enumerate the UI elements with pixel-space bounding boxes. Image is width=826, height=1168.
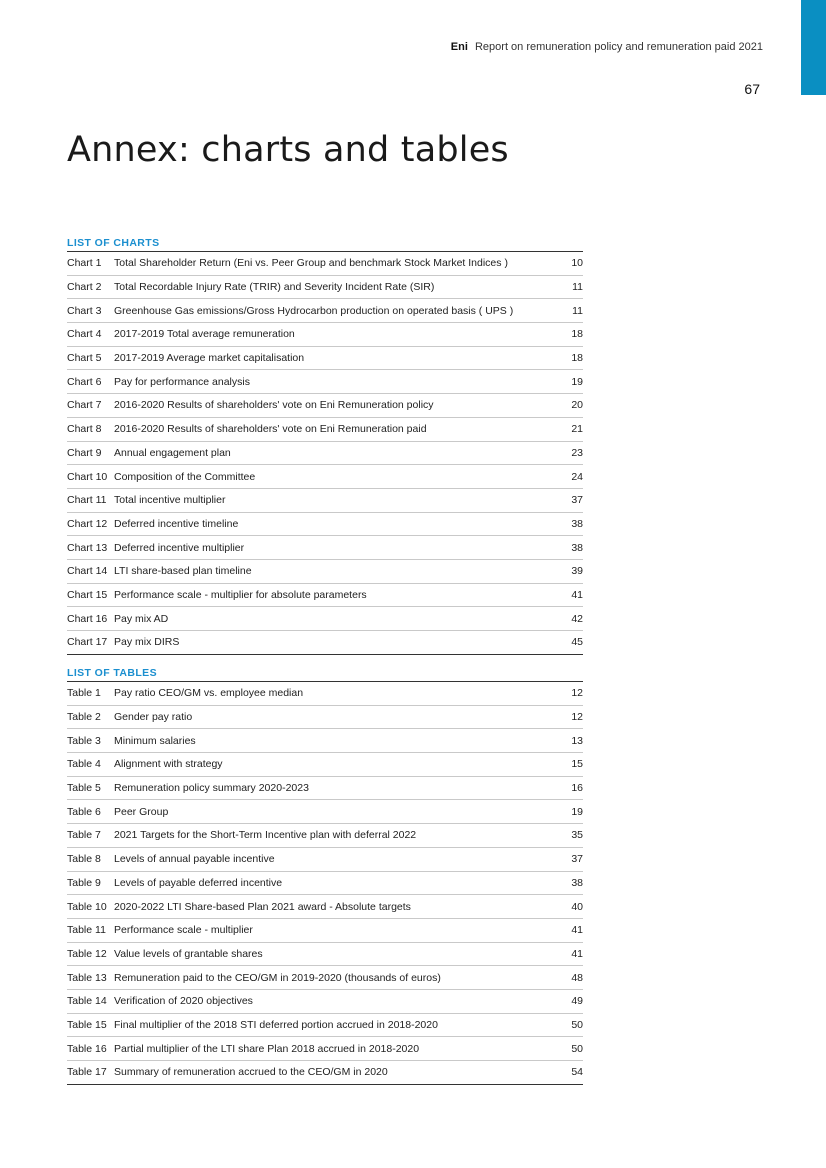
entry-title: Pay ratio CEO/GM vs. employee median	[114, 687, 304, 700]
entry-page-number: 42	[571, 612, 583, 625]
entry-page-number: 23	[571, 446, 583, 459]
entry-number: Chart 13	[67, 541, 108, 554]
entry-page-number: 13	[571, 734, 583, 747]
entry-title: Verification of 2020 objectives	[114, 995, 253, 1008]
entry-number: Chart 2	[67, 281, 102, 294]
entry-title: Annual engagement plan	[114, 446, 231, 459]
table-list-row[interactable]	[67, 872, 583, 896]
chart-list-row[interactable]	[67, 347, 583, 371]
table-list-row[interactable]	[67, 943, 583, 967]
entry-number: Table 10	[67, 900, 107, 913]
chart-list-row[interactable]	[67, 370, 583, 394]
list-of-tables	[67, 666, 583, 1085]
entry-title: 2016-2020 Results of shareholders' vote on Eni Remuneration policy	[114, 399, 434, 412]
entry-page-number: 39	[571, 565, 583, 578]
entry-title: 2017-2019 Total average remuneration	[114, 328, 295, 341]
chart-list-row[interactable]	[67, 513, 583, 537]
entry-number: Chart 14	[67, 565, 108, 578]
entry-title: Partial multiplier of the LTI share Plan 2018 accrued in 2018-2020	[114, 1042, 420, 1055]
entry-title: Deferred incentive timeline	[114, 517, 239, 530]
entry-page-number: 19	[571, 805, 583, 818]
entry-page-number: 11	[572, 304, 583, 317]
entry-title: Final multiplier of the 2018 STI deferred portion accrued in 2018-2020	[114, 1018, 438, 1031]
entry-page-number: 18	[571, 328, 583, 341]
entry-title: 2020-2022 LTI Share-based Plan 2021 award - Absolute targets	[114, 900, 411, 913]
entry-page-number: 41	[571, 947, 583, 960]
entry-title: Total incentive multiplier	[114, 494, 226, 507]
entry-number: Table 13	[67, 971, 107, 984]
entry-title: Pay mix AD	[114, 612, 169, 625]
entry-number: Chart 3	[67, 304, 102, 317]
entry-number: Chart 5	[67, 352, 102, 365]
entry-page-number: 18	[571, 352, 583, 365]
chart-list-row[interactable]	[67, 418, 583, 442]
entry-number: Chart 6	[67, 375, 102, 388]
entry-page-number: 54	[571, 1066, 583, 1079]
entry-title: Total Recordable Injury Rate (TRIR) and Severity Incident Rate (SIR)	[114, 281, 435, 294]
entry-page-number: 38	[571, 517, 583, 530]
table-list-row[interactable]	[67, 1061, 583, 1084]
entry-number: Chart 7	[67, 399, 102, 412]
entry-page-number: 21	[571, 423, 583, 436]
entry-page-number: 20	[571, 399, 583, 412]
entry-number: Table 6	[67, 805, 101, 818]
entry-number: Table 4	[67, 758, 101, 771]
entry-title: LTI share-based plan timeline	[114, 565, 252, 578]
table-list-row[interactable]	[67, 682, 583, 706]
entry-page-number: 41	[571, 588, 583, 601]
entry-title: Levels of annual payable incentive	[114, 853, 275, 866]
report-title: Report on remuneration policy and remuneration paid 2021	[474, 41, 763, 53]
entry-title: 2021 Targets for the Short-Term Incentive plan with deferral 2022	[114, 829, 417, 842]
entry-number: Table 3	[67, 734, 101, 747]
entry-page-number: 37	[571, 853, 583, 866]
entry-page-number: 19	[571, 375, 583, 388]
accent-tab	[801, 0, 826, 95]
entry-title: Performance scale - multiplier	[114, 924, 253, 937]
table-list-row[interactable]	[67, 966, 583, 990]
entry-title: 2017-2019 Average market capitalisation	[114, 352, 305, 365]
entry-page-number: 15	[571, 758, 583, 771]
table-list-row[interactable]	[67, 753, 583, 777]
entry-page-number: 40	[571, 900, 583, 913]
entry-page-number: 11	[572, 281, 583, 294]
chart-list-row[interactable]	[67, 489, 583, 513]
list-of-tables-heading: LIST OF TABLES	[67, 666, 583, 682]
entry-title: Composition of the Committee	[114, 470, 256, 483]
chart-list-row[interactable]	[67, 442, 583, 466]
entry-page-number: 37	[571, 494, 583, 507]
entry-page-number: 38	[571, 541, 583, 554]
chart-list-row[interactable]	[67, 607, 583, 631]
running-header	[451, 41, 763, 53]
entry-title: Value levels of grantable shares	[114, 947, 263, 960]
page-title: Annex: charts and tables	[67, 130, 509, 170]
entry-page-number: 49	[571, 995, 583, 1008]
table-list-row[interactable]	[67, 990, 583, 1014]
entry-number: Table 5	[67, 782, 101, 795]
entry-number: Chart 1	[67, 257, 102, 270]
list-of-charts	[67, 236, 583, 655]
entry-number: Chart 9	[67, 446, 102, 459]
chart-list-row[interactable]	[67, 323, 583, 347]
entry-title: Total Shareholder Return (Eni vs. Peer Group and benchmark Stock Market Indices )	[114, 257, 508, 270]
entry-number: Chart 8	[67, 423, 102, 436]
entry-title: Performance scale - multiplier for absolute parameters	[114, 588, 367, 601]
entry-number: Table 17	[67, 1066, 107, 1079]
entry-title: Remuneration policy summary 2020-2023	[114, 782, 309, 795]
table-list-row[interactable]	[67, 706, 583, 730]
entry-page-number: 38	[571, 876, 583, 889]
list-of-charts-heading: LIST OF CHARTS	[67, 236, 583, 252]
entry-title: Peer Group	[114, 805, 169, 818]
entry-page-number: 45	[571, 636, 583, 649]
entry-title: Remuneration paid to the CEO/GM in 2019-2020 (thousands of euros)	[114, 971, 441, 984]
entry-page-number: 12	[571, 711, 583, 724]
entry-page-number: 10	[571, 257, 583, 270]
entry-title: Levels of payable deferred incentive	[114, 876, 283, 889]
entry-number: Table 16	[67, 1042, 107, 1055]
table-list-row[interactable]	[67, 800, 583, 824]
chart-list-row[interactable]	[67, 560, 583, 584]
chart-list-row[interactable]	[67, 299, 583, 323]
chart-list-row[interactable]	[67, 394, 583, 418]
entry-number: Table 7	[67, 829, 101, 842]
entry-page-number: 16	[571, 782, 583, 795]
table-list-row[interactable]	[67, 729, 583, 753]
table-list-row[interactable]	[67, 1014, 583, 1038]
chart-list-row[interactable]	[67, 465, 583, 489]
entry-title: Deferred incentive multiplier	[114, 541, 245, 554]
entry-number: Chart 4	[67, 328, 102, 341]
entry-number: Chart 10	[67, 470, 108, 483]
entry-number: Table 9	[67, 876, 101, 889]
entry-number: Chart 15	[67, 588, 108, 601]
table-list-row[interactable]	[67, 1037, 583, 1061]
entry-number: Table 2	[67, 711, 101, 724]
entry-page-number: 35	[571, 829, 583, 842]
entry-page-number: 12	[571, 687, 583, 700]
chart-list-row[interactable]	[67, 584, 583, 608]
entry-page-number: 48	[571, 971, 583, 984]
table-list-row[interactable]	[67, 824, 583, 848]
entry-number: Chart 16	[67, 612, 108, 625]
entry-title: 2016-2020 Results of shareholders' vote on Eni Remuneration paid	[114, 423, 427, 436]
page-number: 67	[744, 81, 760, 97]
chart-list-row[interactable]	[67, 252, 583, 276]
charts-list	[67, 252, 583, 655]
entry-page-number: 41	[571, 924, 583, 937]
entry-number: Table 12	[67, 947, 107, 960]
entry-page-number: 24	[571, 470, 583, 483]
entry-title: Greenhouse Gas emissions/Gross Hydrocarbon production on operated basis ( UPS )	[114, 304, 514, 317]
tables-list	[67, 682, 583, 1085]
entry-title: Pay mix DIRS	[114, 636, 180, 649]
entry-number: Table 14	[67, 995, 107, 1008]
entry-title: Gender pay ratio	[114, 711, 193, 724]
table-list-row[interactable]	[67, 848, 583, 872]
brand-name: Eni	[450, 41, 468, 53]
entry-number: Table 15	[67, 1018, 107, 1031]
entry-title: Pay for performance analysis	[114, 375, 250, 388]
chart-list-row[interactable]	[67, 631, 583, 654]
entry-number: Chart 12	[67, 517, 108, 530]
table-list-row[interactable]	[67, 919, 583, 943]
table-list-row[interactable]	[67, 777, 583, 801]
entry-title: Minimum salaries	[114, 734, 196, 747]
entry-number: Table 1	[67, 687, 101, 700]
entry-number: Table 8	[67, 853, 101, 866]
entry-number: Table 11	[67, 924, 106, 937]
entry-number: Chart 11	[67, 494, 107, 507]
entry-number: Chart 17	[67, 636, 108, 649]
entry-title: Alignment with strategy	[114, 758, 223, 771]
entry-title: Summary of remuneration accrued to the CEO/GM in 2020	[114, 1066, 388, 1079]
chart-list-row[interactable]	[67, 536, 583, 560]
table-list-row[interactable]	[67, 895, 583, 919]
entry-page-number: 50	[571, 1018, 583, 1031]
entry-page-number: 50	[571, 1042, 583, 1055]
chart-list-row[interactable]	[67, 276, 583, 300]
